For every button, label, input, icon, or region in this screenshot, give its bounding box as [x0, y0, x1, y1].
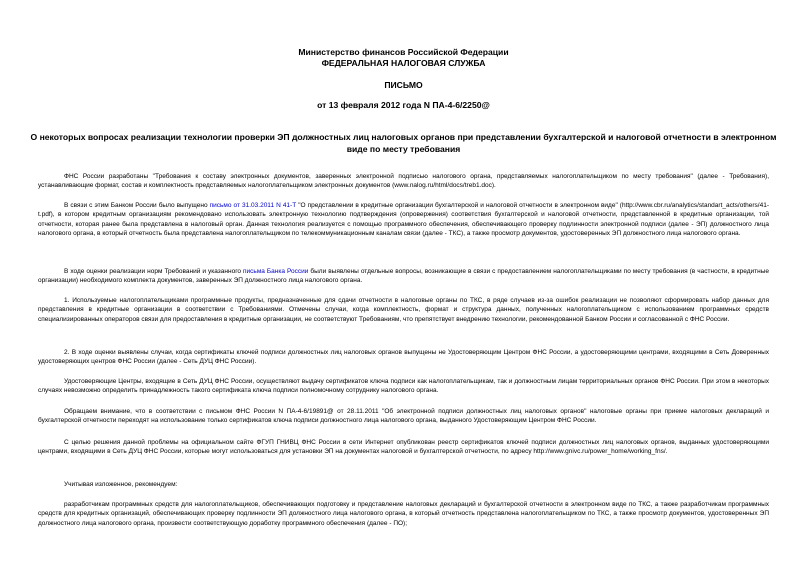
paragraph-item-2: 2. В ходе оценки выявлены случаи, когда сертификаты ключей подписи должностных лиц налоговых органов выпущены не Удостоверяющим Центром ФНС России, а удостоверяющими центрами, входящими в Сеть Доверенных удостоверяющих центров ФНС России (далее - Сеть ДУЦ ФНС России). [38, 349, 769, 366]
paragraph-text: были выявлены отдельные вопросы, возникающие в связи с предоставлением налогоплательщиками по месту требования (в частности, в кредитные организации) необходимого комплекта документов, заверенных ЭП должностного лица налогового органа. [38, 268, 770, 285]
paragraph-recommend-intro: Учитывая изложенное, рекомендуем: [64, 481, 178, 488]
paragraph-item-1: 1. Используемые налогоплательщиками программные продукты, предназначенные для сдачи отчетности в налоговые органы по ТКС, в ряде случаев из-за ошибок реализации не позволяют сформировать набор данных для представления в кредитные организации в соответствии с Требованиями. Отмечены случаи, когда комплектность, формат и структура данных, полученных налогоплательщиком с использованием программных средств специализированных операторов связи для предоставления в кредитные организации, не соответствуют Требованиям, что препятствует внедрению технологии, рекомендованной Банком России и согласованной с ФНС России. [38, 297, 769, 323]
document-date-number: от 13 февраля 2012 года N ПА-4-6/2250@ [317, 100, 490, 110]
document-title: О некоторых вопросах реализации технологии проверки ЭП должностных лиц налоговых органов при представлении бухгалтерской и налоговой отчетности в электронном виде по месту требования [30, 132, 777, 154]
paragraph-text: В связи с этим Банком России было выпущено [64, 202, 210, 209]
document-type: ПИСЬМО [384, 80, 423, 90]
ministry-name: Министерство финансов Российской Федерации [298, 47, 509, 57]
paragraph-recommendation: разработчикам программных средств для налогоплательщиков, обеспечивающих подготовку и представление налоговых деклараций и бухгалтерской отчетности в электронном виде по ТКС, а также разработчикам программных средств для кредитных организаций, обеспечивающих проверку подлинности ЭП должностного лица налогового органа, в который отчетность представлена налогоплательщиком по ТКС, а также просмотр документов, удостоверенных ЭП должностного лица налогового органа, произвести соответствующую доработку программного обеспечения (далее - ПО); [38, 501, 769, 527]
paragraph-certification-centers: Удостоверяющие Центры, входящие в Сеть ДУЦ ФНС России, осуществляют выдачу сертификатов ключа подписи как налогоплательщикам, так и должностным лицам территориальных органов ФНС России. При этом в некоторых случаях невозможно определить принадлежность такого сертификата ключа подписи полномочному сотруднику налогового органа. [38, 378, 769, 395]
paragraph-bank-letter [38, 201, 769, 238]
paragraph-assessment [38, 267, 769, 286]
paragraph-attention: Обращаем внимание, что в соответствии с письмом ФНС России N ПА-4-6/19891@ от 28.11.2011 "Об электронной подписи должностных лиц налоговых органов" налоговые органы при приеме налоговых деклараций и бухгалтерской отчетности переходят на использование только сертификатов ключа подписи должностного лица налогового органа, выданного Удостоверяющим Центром ФНС России. [38, 408, 769, 425]
bank-letter-link[interactable]: письмо от 31.03.2011 N 41-Т [209, 202, 297, 209]
paragraph-text: "О представлении в кредитные организации бухгалтерской и налоговой отчетности в электронном виде" (http://www.cbr.ru/analytics/standart_acts/others/41-t.pdf), в котором кредитным организациям рекомендовано использовать электронную технологию подтверждения (опровержения) соответствия бухгалтерской и налоговой отчетности, представленной в кредитные организации, той отчетности, которая ранее была представлена в налоговый орган. Данная технология реализуется с помощью программного обеспечения, обеспечивающего проверку подлинности электронной подписи (далее - ЭП) должностного лица налогового органа, в который отчетность была представлена налогоплательщиком по телекоммуникационным каналам связи (далее - ТКС), а также просмотр документов, удостоверенных ЭП должностного лица налогового органа. [38, 202, 769, 237]
paragraph-requirements: ФНС России разработаны "Требования к составу электронных документов, заверенных электронной подписью налогового органа, представляемых налогоплательщиком по месту требования" (далее - Требования), устанавливающие формат, состав и комплектность представляемых налогоплательщиком электронных документов (www.nalog.ru/html/docs/treb1.doc). [38, 173, 769, 190]
paragraph-text: В ходе оценки реализации норм Требований и указанного [64, 268, 244, 275]
paragraph-registry: С целью решения данной проблемы на официальном сайте ФГУП ГНИВЦ ФНС России в сети Интернет опубликован реестр сертификатов ключей подписи должностных лиц налоговых органов, выданных удостоверяющими центрами, входящими в Сеть ДУЦ ФНС России, которые могут использоваться для установки ЭП на документах налоговой и бухгалтерской отчетности, по адресу http://www.gnivc.ru/power_home/working_fns/. [38, 439, 769, 456]
bank-letter-link-2[interactable]: письма Банка России [243, 268, 309, 275]
service-name: ФЕДЕРАЛЬНАЯ НАЛОГОВАЯ СЛУЖБА [321, 58, 486, 68]
